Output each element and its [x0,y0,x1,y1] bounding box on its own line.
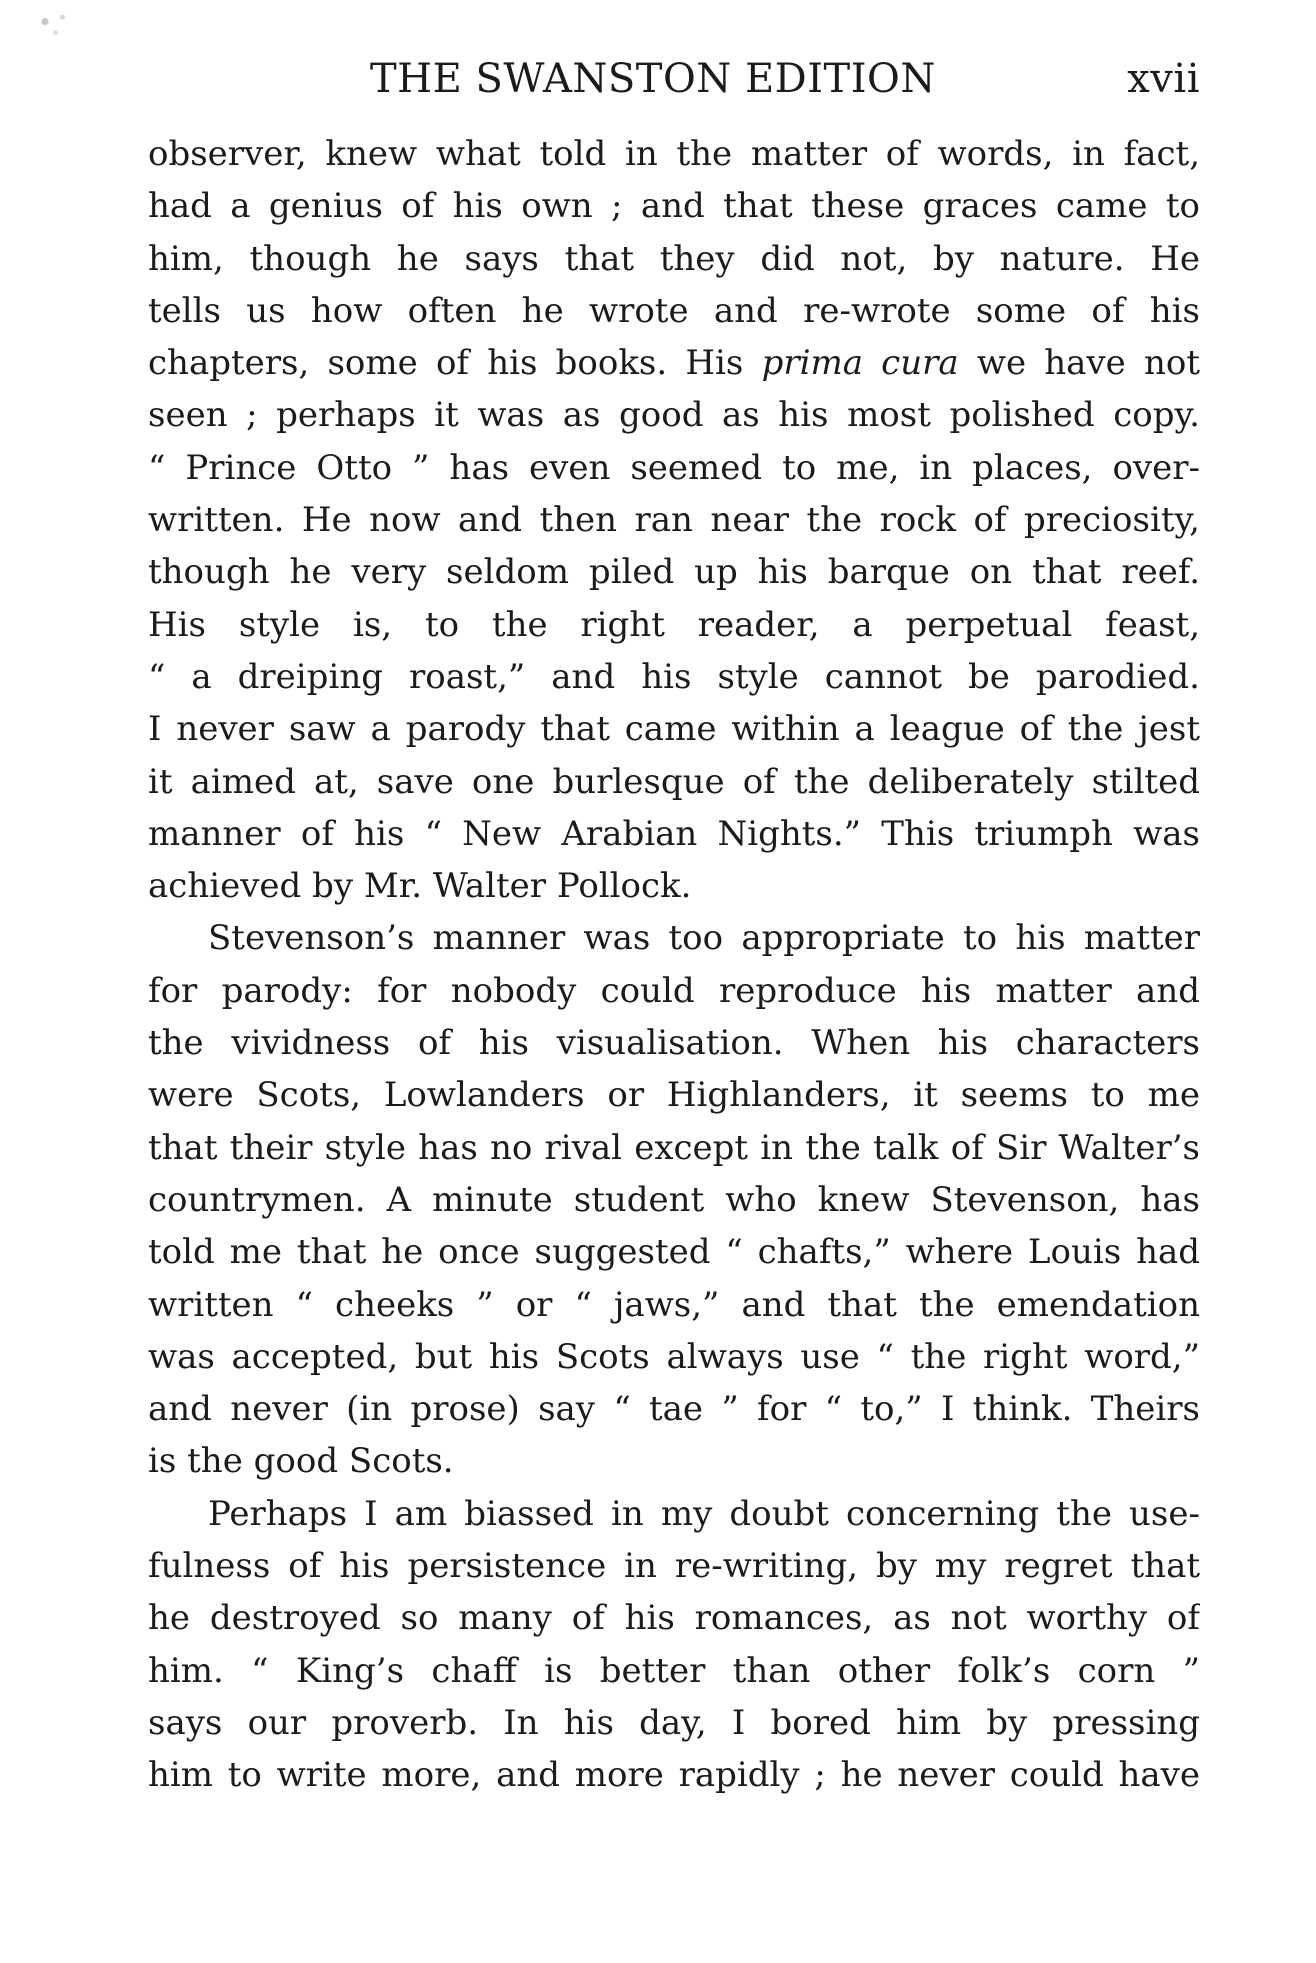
text-line: that their style has no rival except in the talk of Sir Walter’s [148,1127,1200,1168]
text-line: were Scots, Lowlanders or Highlanders, it seems to me [148,1075,1200,1116]
text-line: him to write more, and more rapidly ; he never could have [148,1755,1200,1796]
paragraph-end-line: is the good Scots. [148,1441,454,1482]
text-line: him, though he says that they did not, by nature. He [148,238,1200,279]
paragraph-end-line: achieved by Mr. Walter Pollock. [148,866,692,907]
text-line: countrymen. A minute student who knew Stevenson, has [148,1179,1200,1220]
page-number: xvii [1127,56,1200,102]
text-line: His style is, to the right reader, a perpetual feast, [148,604,1200,645]
text-line: the vividness of his visualisation. When his characters [148,1023,1200,1064]
text-line: him. “ King’s chaff is better than other folk’s corn ” [148,1650,1200,1691]
paragraph-start-line: Stevenson’s manner was too appropriate to his matter [208,918,1200,959]
text-line: written. He now and then ran near the rock of preciosity, [148,500,1200,541]
text-line: says our proverb. In his day, I bored him by pressing [148,1702,1200,1743]
running-head [150,56,1200,116]
text-line: I never saw a parody that came within a league of the jest [148,709,1200,750]
text-line: he destroyed so many of his romances, as not worthy of [148,1598,1200,1639]
paragraph-start-line: Perhaps I am biassed in my doubt concerning the use- [208,1493,1200,1534]
running-title: THE SWANSTON EDITION [370,56,936,102]
text-line: it aimed at, save one burlesque of the deliberately stilted [148,761,1200,802]
text-line: though he very seldom piled up his barque on that reef. [148,552,1200,593]
text-line: seen ; perhaps it was as good as his most polished copy. [148,395,1200,436]
text-line: and never (in prose) say “ tae ” for “ to,” I think. Theirs [148,1389,1200,1430]
text-line: manner of his “ New Arabian Nights.” This triumph was [148,813,1200,854]
text-line: tells us how often he wrote and re-wrote some of his [148,290,1200,331]
text-line: was accepted, but his Scots always use “ the right word,” [148,1336,1200,1377]
text-line: “ Prince Otto ” has even seemed to me, in places, over- [148,447,1200,488]
text-line: for parody: for nobody could reproduce his matter and [148,970,1200,1011]
text-line: told me that he once suggested “ chafts,” where Louis had [148,1232,1200,1273]
text-line: fulness of his persistence in re-writing, by my regret that [148,1546,1200,1587]
italic-phrase: prima cura [761,343,959,384]
text-line: written “ cheeks ” or “ jaws,” and that the emendation [148,1284,1200,1325]
text-line: “ a dreiping roast,” and his style cannot be parodied. [148,656,1200,697]
body-text [148,128,1200,1802]
text-line-with-italics: chapters, some of his books. His prima cura we have not [148,343,1200,384]
page-smudge [24,4,94,48]
text-line: had a genius of his own ; and that these graces came to [148,186,1200,227]
text-line: observer, knew what told in the matter of words, in fact, [148,134,1200,174]
